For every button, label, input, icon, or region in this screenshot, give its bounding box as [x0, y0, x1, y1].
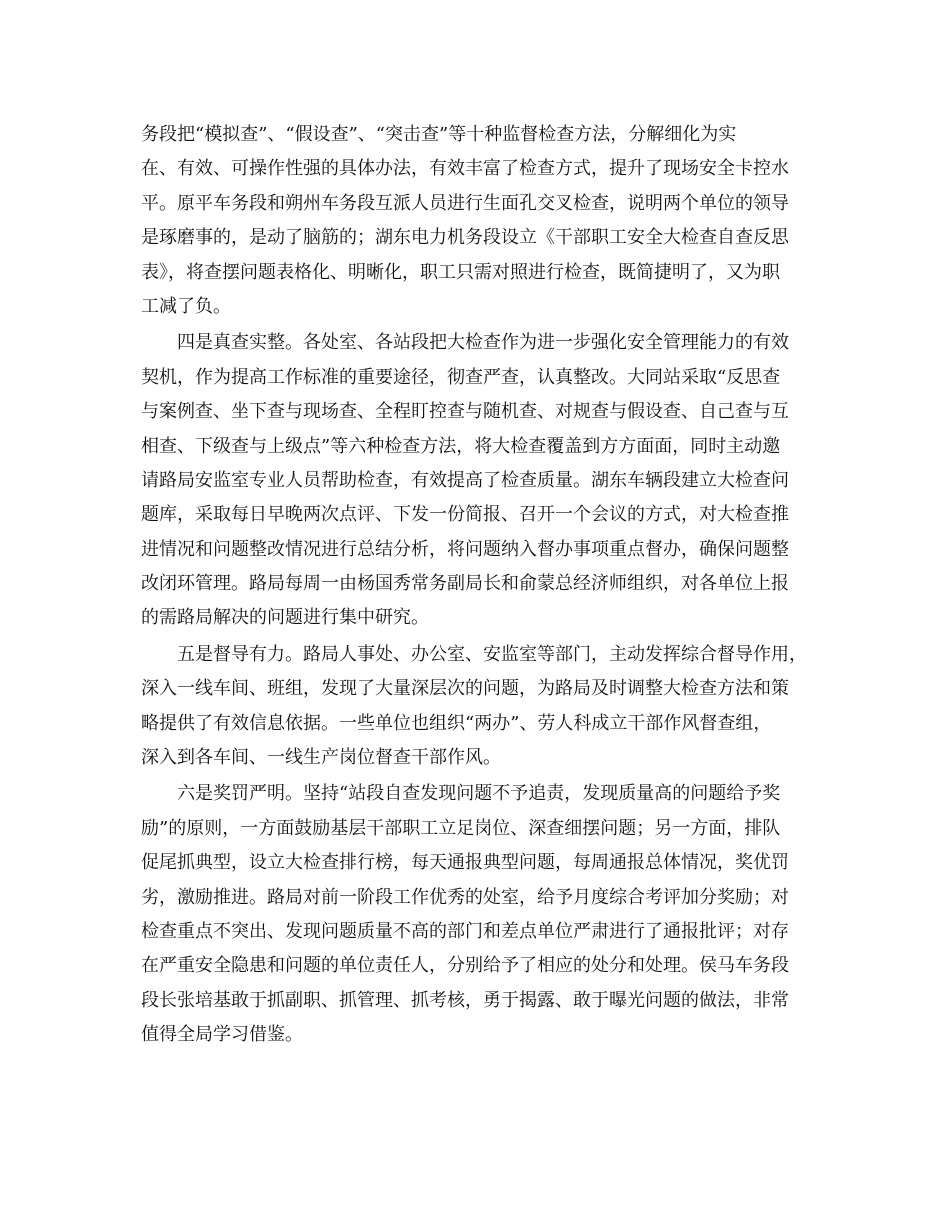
text-line: 略提供了有效信息依据。一些单位也组织“两办”、劳人科成立干部作风督查组，	[141, 712, 772, 734]
text-line: 进情况和问题整改情况进行总结分析，将问题纳入督办事项重点督办，确保问题整	[141, 538, 789, 560]
text-line: 的需路局解决的问题进行集中研究。	[141, 607, 429, 629]
text-line: 五是督导有力。路局人事处、办公室、安监室等部门，主动发挥综合督导作用，	[141, 643, 807, 665]
text-line: 题库，采取每日早晚两次点评、下发一份简报、召开一个会议的方式，对大检查推	[141, 504, 789, 526]
paragraph-4	[141, 777, 813, 1052]
text-line: 与案例查、坐下查与现场查、全程盯控查与随机查、对规查与假设查、自己查与互	[141, 401, 789, 423]
text-line: 深入一线车间、班组，发现了大量深层次的问题，为路局及时调整大检查方法和策	[141, 678, 789, 700]
text-line: 表》，将查摆问题表格化、明晰化，职工只需对照进行检查，既简捷明了，又为职	[141, 261, 780, 283]
text-line: 工减了负。	[141, 295, 231, 317]
text-line: 改闭环管理。路局每周一由杨国秀常务副局长和俞蒙总经济师组织，对各单位上报	[141, 573, 789, 595]
text-line: 值得全局学习借鉴。	[141, 1024, 303, 1046]
text-line: 是琢磨事的，是动了脑筋的；湖东电力机务段设立《干部职工安全大检查自查反思	[141, 227, 789, 249]
text-line: 劣，激励推进。路局对前一阶段工作优秀的处室，给予月度综合考评加分奖励；对	[141, 886, 789, 908]
text-line: 四是真查实整。各处室、各站段把大检查作为进一步强化安全管理能力的有效	[141, 332, 789, 354]
text-line: 在严重安全隐患和问题的单位责任人，分别给予了相应的处分和处理。侯马车务段	[141, 955, 789, 977]
text-line: 在、有效、可操作性强的具体办法，有效丰富了检查方式，提升了现场安全卡控水	[141, 158, 789, 180]
text-line: 检查重点不突出、发现问题质量不高的部门和差点单位严肃进行了通报批评；对存	[141, 920, 789, 942]
paragraph-1	[141, 118, 813, 324]
text-line: 契机，作为提高工作标准的重要途径，彻查严查，认真整改。大同站采取“反思查	[141, 366, 781, 388]
text-line: 促尾抓典型，设立大检查排行榜，每天通报典型问题，每周通报总体情况，奖优罚	[141, 852, 789, 874]
text-line: 请路局安监室专业人员帮助检查，有效提高了检查质量。湖东车辆段建立大检查问	[141, 469, 789, 491]
paragraph-3	[141, 638, 813, 776]
text-line: 励”的原则，一方面鼓励基层干部职工立足岗位、深查细摆问题；另一方面，排队	[141, 817, 781, 839]
paragraph-2	[141, 326, 813, 636]
document-body	[141, 118, 813, 1053]
text-line: 平。原平车务段和朔州车务段互派人员进行生面孔交叉检查，说明两个单位的领导	[141, 192, 789, 214]
text-line: 深入到各车间、一线生产岗位督查干部作风。	[141, 747, 501, 769]
text-line: 段长张培基敢于抓副职、抓管理、抓考核，勇于揭露、敢于曝光问题的做法，非常	[141, 989, 789, 1011]
text-line: 务段把“模拟查”、“假设查”、“突击查”等十种监督检查方法，分解细化为实	[141, 124, 737, 145]
text-line: 六是奖罚严明。坚持“站段自查发现问题不予追责，发现质量高的问题给予奖	[141, 783, 781, 805]
text-line: 相查、下级查与上级点”等六种检查方法，将大检查覆盖到方方面面，同时主动邀	[141, 435, 781, 457]
